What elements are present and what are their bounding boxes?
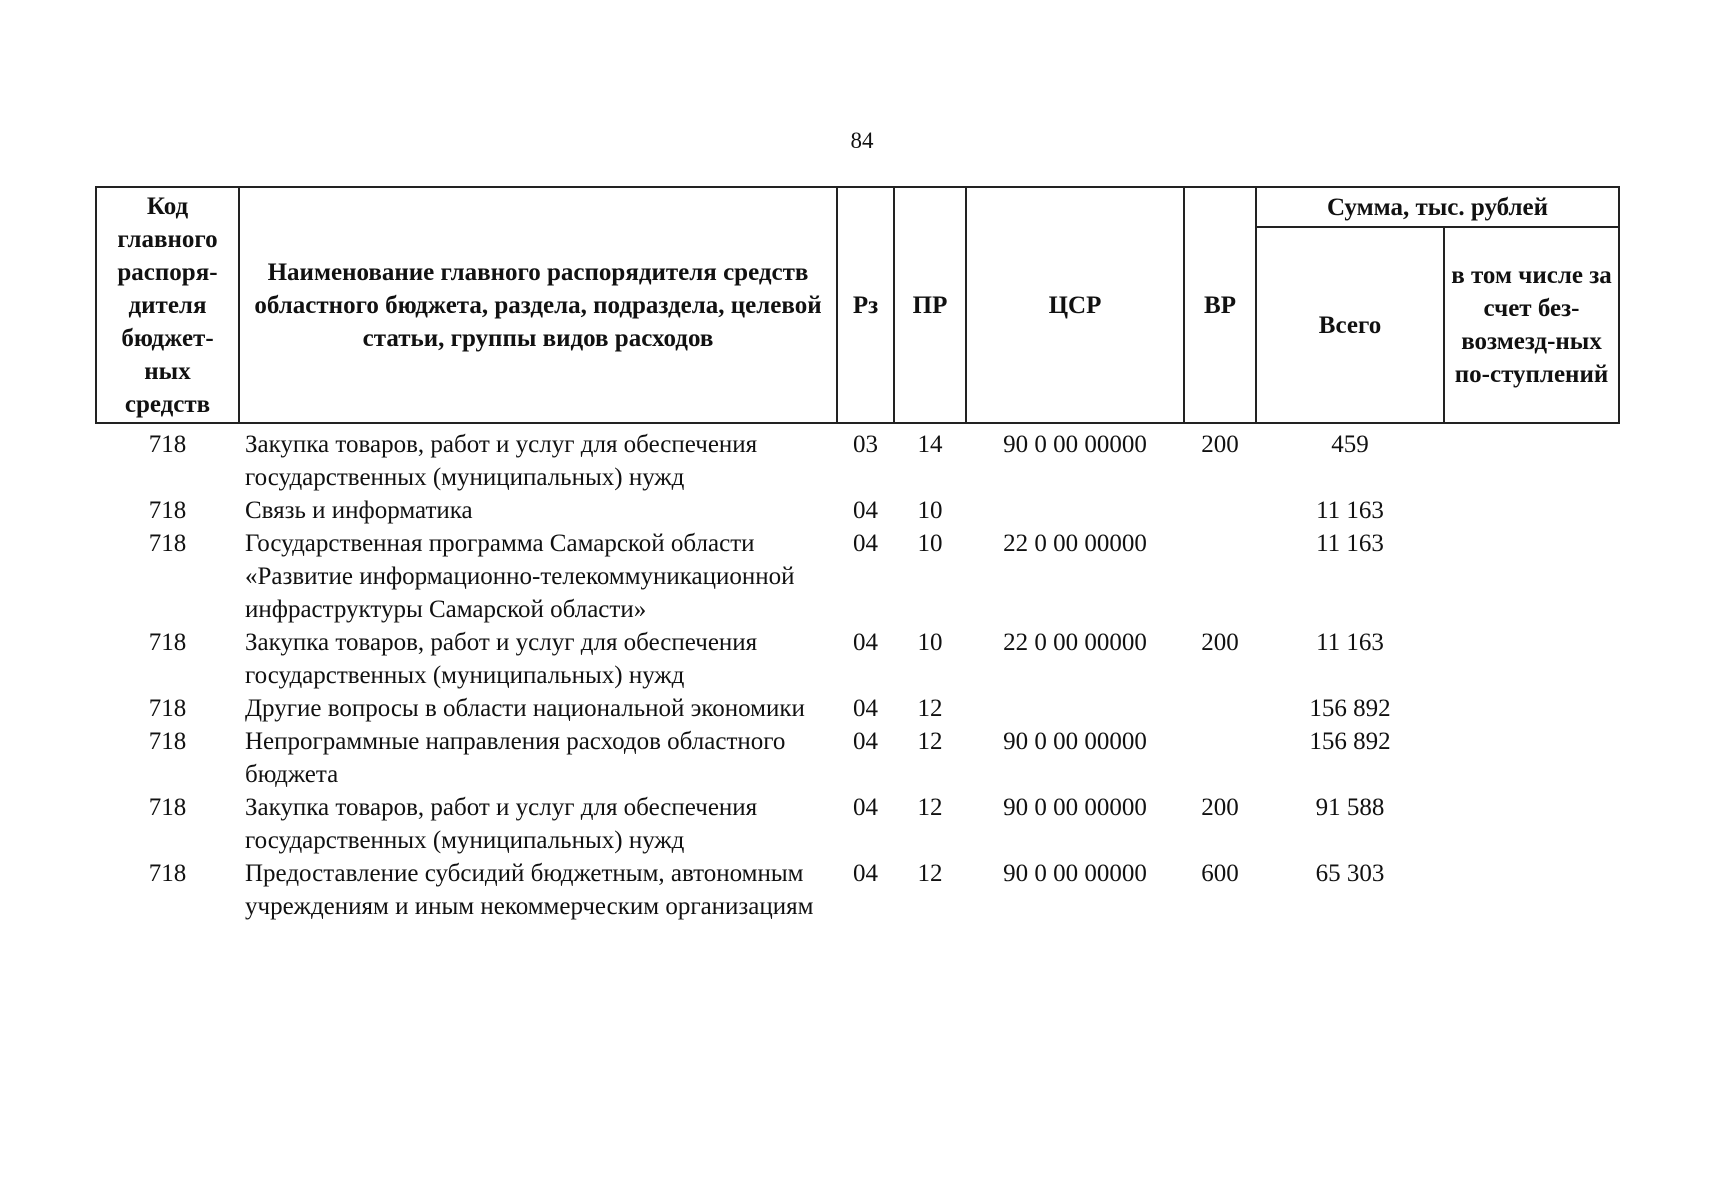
cell-code: 718 <box>148 497 187 524</box>
cell-code: 718 <box>148 695 187 722</box>
cell-rz: 03 <box>853 431 878 458</box>
cell-code: 718 <box>148 530 187 557</box>
cell-pr: 10 <box>917 530 943 557</box>
cell-pr: 10 <box>917 497 943 524</box>
header-pr: ПР <box>894 187 966 423</box>
cell-code: 718 <box>148 728 187 755</box>
cell-csr: 22 0 00 00000 <box>1003 530 1147 557</box>
cell-pr: 10 <box>917 629 943 656</box>
cell-vr <box>1184 494 1256 527</box>
cell-free <box>1444 791 1619 857</box>
cell-vr <box>1184 725 1256 791</box>
cell-total: 11 163 <box>1316 530 1384 557</box>
cell-code: 718 <box>148 431 187 458</box>
cell-pr: 12 <box>917 728 943 755</box>
cell-vr: 200 <box>1201 629 1239 656</box>
cell-rz: 04 <box>853 794 878 821</box>
cell-vr <box>1184 527 1256 626</box>
header-rz: Рз <box>837 187 894 423</box>
cell-pr: 12 <box>917 794 943 821</box>
cell-rz: 04 <box>853 860 878 887</box>
cell-free <box>1444 494 1619 527</box>
cell-free <box>1444 626 1619 692</box>
cell-name: Государственная программа Самарской области «Развитие информационно-телекоммуникационной инфраструктуры Самарской области» <box>245 530 795 623</box>
header-vr: ВР <box>1184 187 1256 423</box>
cell-total: 156 892 <box>1309 695 1391 722</box>
cell-vr <box>1184 692 1256 725</box>
header-code: Код главного распоря-дителя бюджет-ных средств <box>96 187 239 423</box>
cell-total: 11 163 <box>1316 629 1384 656</box>
header-total: Всего <box>1256 227 1444 423</box>
table-row <box>96 626 1619 692</box>
cell-csr: 22 0 00 00000 <box>1003 629 1147 656</box>
cell-name: Закупка товаров, работ и услуг для обеспечения государственных (муниципальных) нужд <box>245 794 758 854</box>
cell-csr: 90 0 00 00000 <box>1003 728 1147 755</box>
cell-total: 459 <box>1331 431 1369 458</box>
cell-free <box>1444 692 1619 725</box>
cell-code: 718 <box>148 629 187 656</box>
cell-code: 718 <box>148 860 187 887</box>
table-row <box>96 527 1619 626</box>
cell-total: 91 588 <box>1315 794 1385 821</box>
cell-code: 718 <box>148 794 187 821</box>
cell-name: Непрограммные направления расходов областного бюджета <box>245 728 786 788</box>
cell-pr: 12 <box>917 860 943 887</box>
cell-rz: 04 <box>853 497 878 524</box>
cell-name: Связь и информатика <box>245 497 473 524</box>
table-row <box>96 494 1619 527</box>
table-row <box>96 857 1619 923</box>
cell-rz: 04 <box>853 728 878 755</box>
cell-csr: 90 0 00 00000 <box>1003 860 1147 887</box>
cell-csr: 90 0 00 00000 <box>1003 431 1147 458</box>
cell-vr: 200 <box>1201 431 1239 458</box>
cell-csr <box>966 692 1184 725</box>
cell-name: Предоставление субсидий бюджетным, автономным учреждениям и иным некоммерческим организациям <box>245 860 814 920</box>
cell-free <box>1444 527 1619 626</box>
cell-csr: 90 0 00 00000 <box>1003 794 1147 821</box>
header-name: Наименование главного распорядителя средств областного бюджета, раздела, подраздела, целевой статьи, группы видов расходов <box>239 187 837 423</box>
table-row <box>96 725 1619 791</box>
cell-rz: 04 <box>853 695 878 722</box>
cell-free <box>1444 857 1619 923</box>
header-sum-group: Сумма, тыс. рублей <box>1256 187 1619 227</box>
cell-vr: 200 <box>1201 794 1239 821</box>
budget-table <box>95 186 1620 923</box>
cell-name: Закупка товаров, работ и услуг для обеспечения государственных (муниципальных) нужд <box>245 431 758 491</box>
cell-csr <box>966 494 1184 527</box>
page-number: 84 <box>850 128 874 153</box>
cell-free <box>1444 725 1619 791</box>
table-row <box>96 423 1619 494</box>
cell-rz: 04 <box>853 629 878 656</box>
cell-vr: 600 <box>1201 860 1239 887</box>
cell-pr: 14 <box>917 431 943 458</box>
cell-total: 11 163 <box>1316 497 1384 524</box>
header-free: в том числе за счет без-возмезд-ных по-ступлений <box>1444 227 1619 423</box>
cell-name: Закупка товаров, работ и услуг для обеспечения государственных (муниципальных) нужд <box>245 629 758 689</box>
cell-total: 156 892 <box>1309 728 1391 755</box>
table-row <box>96 692 1619 725</box>
cell-name: Другие вопросы в области национальной экономики <box>245 695 805 722</box>
cell-free <box>1444 423 1619 494</box>
cell-total: 65 303 <box>1315 860 1385 887</box>
table-row <box>96 791 1619 857</box>
cell-pr: 12 <box>917 695 943 722</box>
cell-rz: 04 <box>853 530 878 557</box>
header-csr: ЦСР <box>966 187 1184 423</box>
